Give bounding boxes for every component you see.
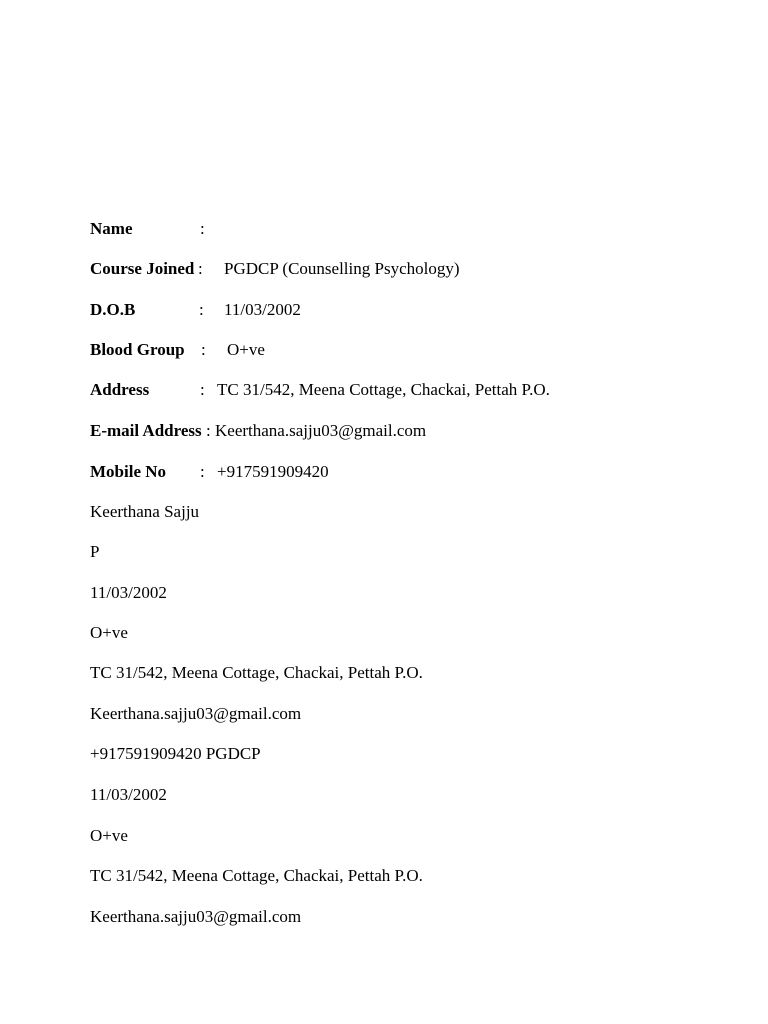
mobile-separator: : [200, 462, 205, 481]
text-line: O+ve [90, 826, 128, 845]
course-label: Course Joined [90, 259, 195, 278]
blood-group-value: O+ve [227, 340, 265, 359]
mobile-label: Mobile No [90, 462, 167, 481]
dob-label: D.O.B [90, 300, 136, 319]
text-line: P [90, 542, 100, 561]
email-value: Keerthana.sajju03@gmail.com [215, 421, 427, 440]
name-separator: : [200, 219, 205, 238]
blood-group-separator: : [201, 340, 206, 359]
text-line: 11/03/2002 [90, 785, 167, 804]
text-line: 11/03/2002 [90, 583, 167, 602]
email-separator: : [206, 421, 211, 440]
text-line: +917591909420 PGDCP [90, 744, 261, 763]
address-value: TC 31/542, Meena Cottage, Chackai, Pettah P.O. [217, 380, 550, 399]
text-line: Keerthana Sajju [90, 502, 200, 521]
text-line: Keerthana.sajju03@gmail.com [90, 907, 302, 926]
course-value: PGDCP (Counselling Psychology) [224, 259, 460, 278]
dob-separator: : [199, 300, 204, 319]
text-line: TC 31/542, Meena Cottage, Chackai, Pettah P.O. [90, 663, 423, 682]
text-line: O+ve [90, 623, 128, 642]
address-separator: : [200, 380, 205, 399]
text-line: Keerthana.sajju03@gmail.com [90, 704, 302, 723]
course-separator: : [198, 259, 203, 278]
email-label: E-mail Address [90, 421, 202, 440]
address-label: Address [90, 380, 150, 399]
text-line: TC 31/542, Meena Cottage, Chackai, Pettah P.O. [90, 866, 423, 885]
name-label: Name [90, 219, 133, 238]
mobile-value: +917591909420 [217, 462, 329, 481]
dob-value: 11/03/2002 [224, 300, 301, 319]
blood-group-label: Blood Group [90, 340, 185, 359]
